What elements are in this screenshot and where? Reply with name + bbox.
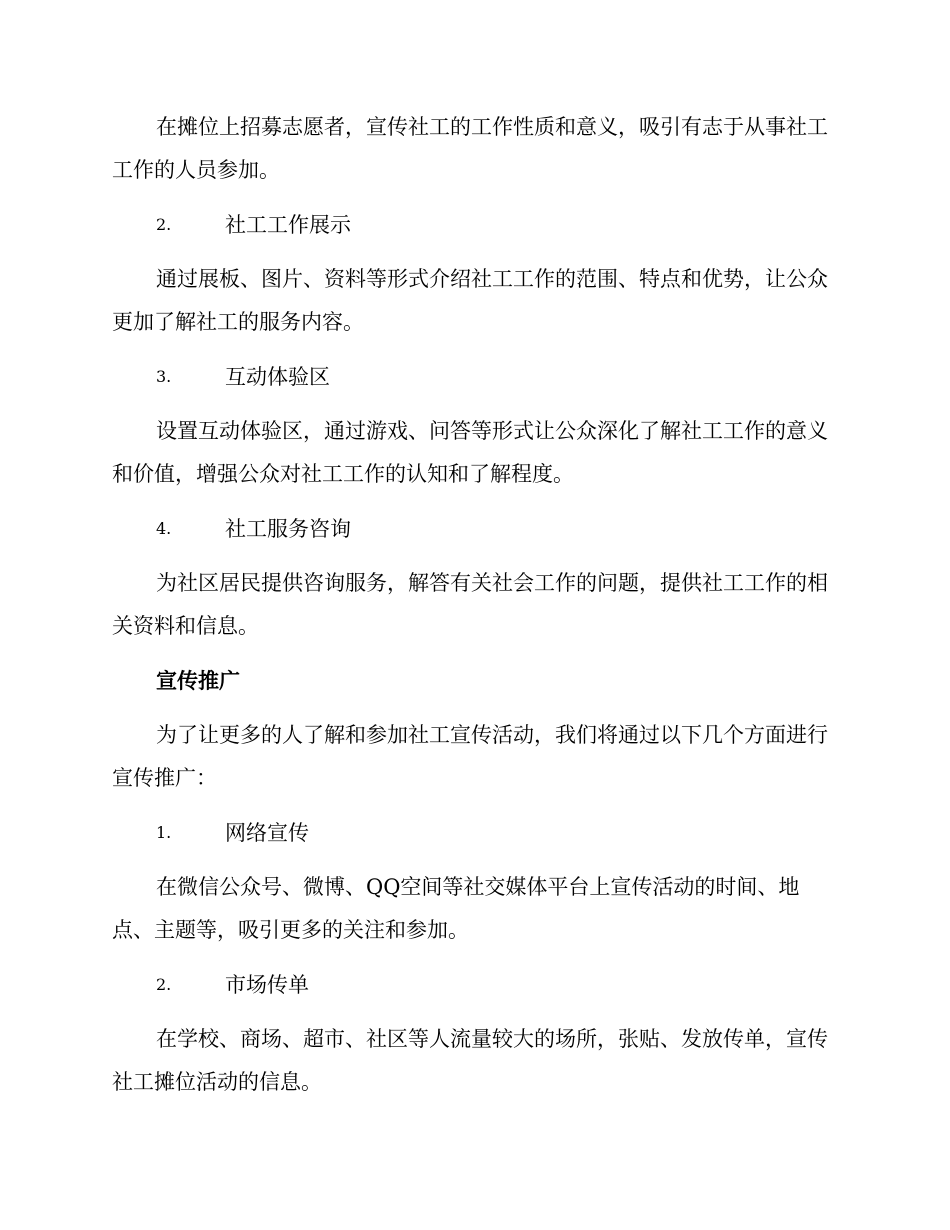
list-number: 2. — [156, 215, 172, 234]
list-number: 4. — [156, 519, 172, 538]
list-label: 互动体验区 — [225, 365, 330, 389]
paragraph-online: 在微信公众号、微博、QQ空间等社交媒体平台上宣传活动的时间、地点、主题等，吸引更多的关注和参加。 — [112, 875, 800, 942]
list-number: 1. — [156, 823, 172, 842]
paragraph-volunteer-recruit: 在摊位上招募志愿者，宣传社工的工作性质和意义，吸引有志于从事社工工作的人员参加。 — [112, 115, 828, 182]
list-label: 市场传单 — [225, 973, 309, 997]
list-number: 2. — [156, 975, 172, 994]
paragraph-work-display: 通过展板、图片、资料等形式介绍社工工作的范围、特点和优势，让公众更加了解社工的服务内容。 — [112, 267, 828, 334]
paragraph-promotion-intro: 为了让更多的人了解和参加社工宣传活动，我们将通过以下几个方面进行宣传推广： — [112, 723, 828, 790]
list-label: 网络宣传 — [225, 821, 309, 845]
list-label: 社工工作展示 — [225, 213, 351, 237]
paragraph-flyers: 在学校、商场、超市、社区等人流量较大的场所，张贴、发放传单，宣传社工摊位活动的信息。 — [112, 1027, 828, 1094]
paragraph-interactive-zone: 设置互动体验区，通过游戏、问答等形式让公众深化了解社工工作的意义和价值，增强公众对社工工作的认知和了解程度。 — [112, 419, 828, 486]
section-heading-promotion: 宣传推广 — [156, 668, 240, 693]
list-label: 社工服务咨询 — [225, 517, 351, 541]
paragraph-consulting: 为社区居民提供咨询服务，解答有关社会工作的问题，提供社工工作的相关资料和信息。 — [112, 571, 828, 638]
list-number: 3. — [156, 367, 172, 386]
